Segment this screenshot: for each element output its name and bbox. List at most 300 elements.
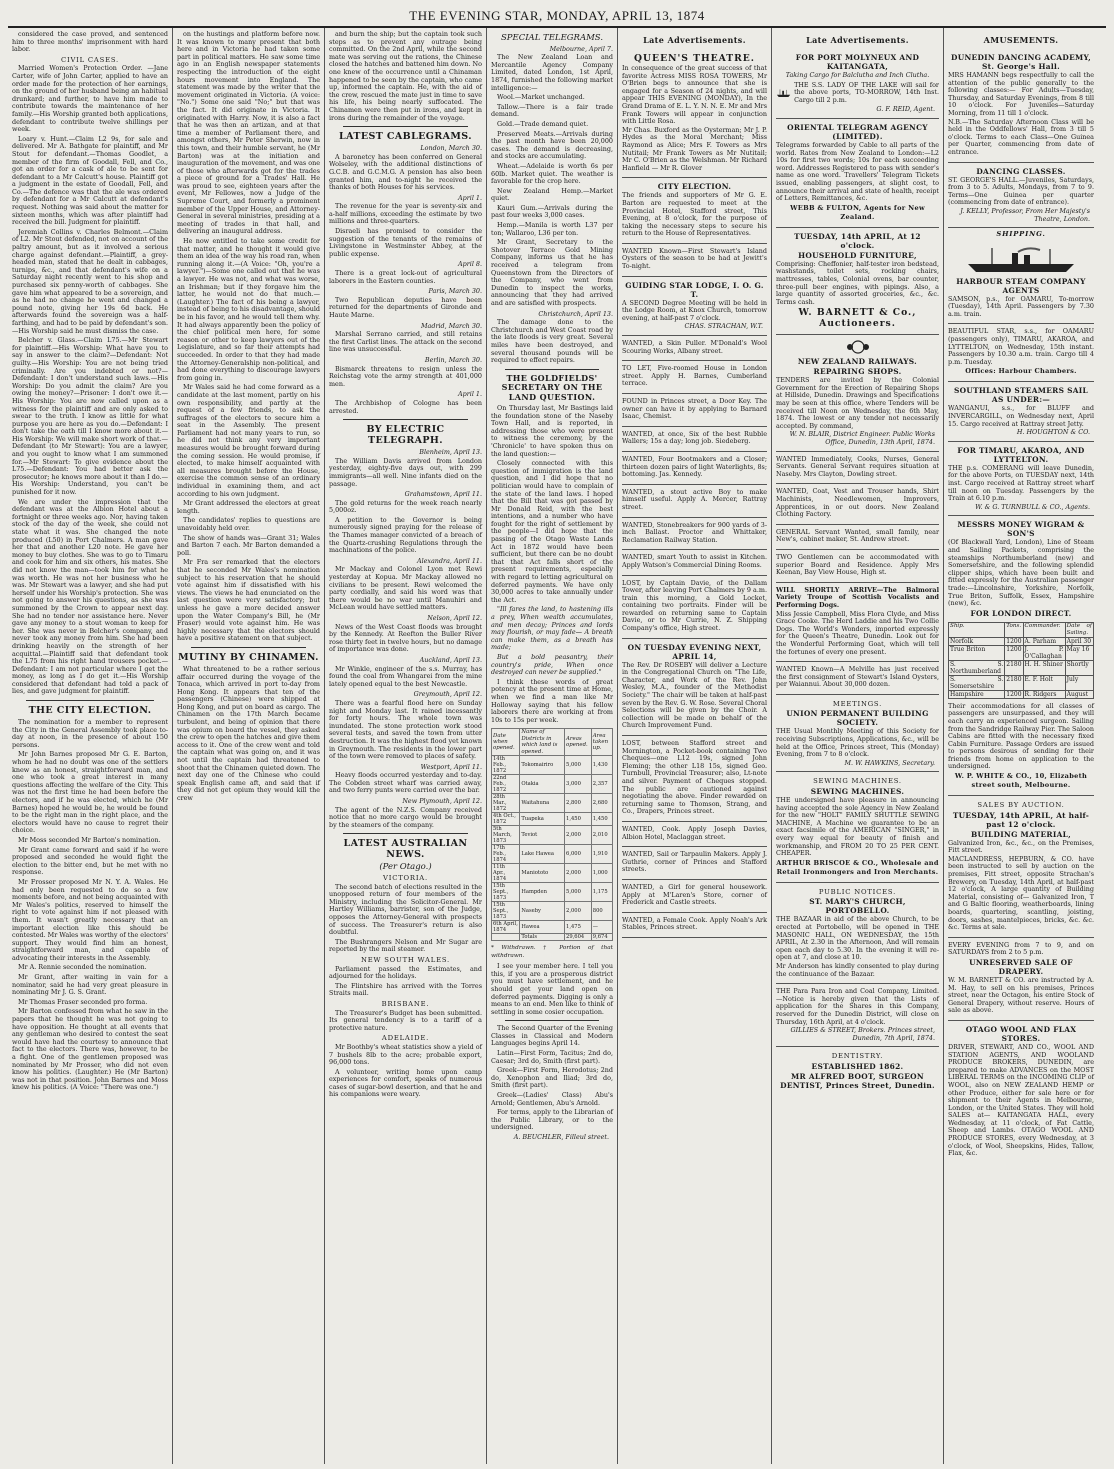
article-text: Greek—First Form, Herodotus; 2nd do, Xenophon and Iliad; 3rd do, Smith (first part). <box>491 1066 613 1090</box>
table-cell: H. H. Shiner <box>1023 660 1065 675</box>
advert-guiding-star-lodge <box>622 277 767 336</box>
table-cell: — <box>591 920 612 933</box>
advert <box>948 324 1094 382</box>
table-cell: 2,000 <box>565 825 592 844</box>
advert-text: The Rev. Dr ROSEBY will deliver a Lecture in the Congregational Church on "The Life, Character, and Work of the Rev. John Wesley, M.A., founder of the Methodist Society." The chair will be taken at half-past seven by the Rev. G. W. Rose. Several Choral Selections will be given by the Choir. A collection will be made on behalf of the Church Improvement Fund. <box>622 660 767 730</box>
advert-text: WANTED Known—First Stewart's Island Oysters of the season to be had at Jewitt's To-night. <box>622 246 767 271</box>
advert <box>622 847 767 880</box>
article-text: Mr Thomas Fraser seconded pro forma. <box>18 997 148 1006</box>
advert-title: UNION PERMANENT BUILDING SOCIETY. <box>786 709 929 728</box>
table-cell: Norfolk <box>949 637 1005 645</box>
advert-text: TWO Gentlemen can be accommodated with superior Board and Residence. Apply Mrs Keenan, Bay View House, High st. <box>776 552 939 577</box>
dateline: April 1. <box>458 193 482 202</box>
advert-title: TUESDAY, 14th APRIL, At half-past 12 o'clock. <box>952 810 1090 829</box>
advert-text: WANTED, Sail or Tarpaulin Makers. Apply J. Guthrie, corner of Princes and Stafford streets. <box>622 850 767 874</box>
dateline: Blenheim, April 13. <box>419 448 482 457</box>
signature: CHAS. STRACHAN, W.T. <box>684 322 763 331</box>
advert <box>622 913 767 938</box>
advert-title: TUESDAY, 14th APRIL, At 12 o'clock. <box>794 231 921 250</box>
table-cell: Shortly <box>1065 660 1093 675</box>
signature: H. HOUGHTON & CO. <box>1016 428 1090 437</box>
advert-text: FOUND in Princes street, a Door Key. The owner can have it by applying to Barnard Isaac, Chemist. <box>622 397 767 421</box>
advert-text: Galvanized Iron, &c., &c., on the Premises, Fitt street. <box>948 838 1094 855</box>
advert-signature: ARTHUR BRISCOE & CO., Wholesale and Retail Ironmongers and Iron Merchants. <box>776 858 939 876</box>
article-text: Loary v. Hunt.—Claim L2 9s, for sale and delivered. Mr A. Bathgate for plaintiff, and Mr Stout for defendant.—Thomas Goodlet, a member of the firm of Goodall, Fell, and Co., got an order for a cask of ale to be sent for defendant to a Mr Calcutt's house. Plaintiff got a judgment in the estate of Goodall, Fell, and Co.—The defence was that the ale was ordered by defendant for a Mr Calcutt at defendant's request. Nothing was said about the matter for sixteen months, which was after plaintiff had received the bill. Judgment for plaintiff. <box>12 134 168 227</box>
advert <box>776 525 939 550</box>
article-text: Mr Grant addressed the electors at great length. <box>177 499 320 515</box>
advert-text: MRS HAMANN begs respectfully to call the attention of the public generally to the following classes:— For Adults—Tuesday, Thursday, and Saturday Evenings, from 8 till 10 o'clock. For Juveniles—Saturday Morning, from 11 till 1 o'clock. <box>948 71 1094 117</box>
divider <box>505 1020 599 1021</box>
advert-para-para <box>776 984 939 1047</box>
gold-fields-land-table <box>491 728 613 941</box>
advert-lecture <box>622 639 767 736</box>
table-cell: 2,800 <box>565 793 592 812</box>
advert-text: A SECOND Degree Meeting will be held in the Lodge Room, at Knox Church, tomorrow evening, at half-past 7 o'clock. <box>622 298 767 322</box>
article-text: The show of hands was—Grant 31; Wales and Barton 7 each. Mr Barton demanded a poll. <box>177 533 320 557</box>
table-cell: 1,450 <box>565 812 592 825</box>
dateline: Paris, March 30. <box>428 287 482 296</box>
table-row <box>949 675 1094 690</box>
table-cell: 1,450 <box>591 812 612 825</box>
divider <box>343 833 468 834</box>
table-cell: 11th Apr., 1874 <box>492 863 520 882</box>
advert-text: WANTED, a Skin Puller. M'Donald's Wool Scouring Works, Albany street. <box>622 339 767 355</box>
advert-text: MACLANDRESS, HEPBURN, & CO. have been instructed to sell by auction on the premises, Fitt street, opposite Strachan's Brewery, on Tuesday, 14th April, at half-past 12 o'clock, A large quantity of Building Material, consisting of— Galvanized Iron, T and G Baltic flooring, weatherboards, lining boards, quartering, scantling, joisting, doors, sashes, mantelpieces, bricks, &c. &c. &c. Terms at sale. <box>948 854 1094 932</box>
column-1 <box>8 28 173 1464</box>
article-text: Two Republican deputies have been returned for the departments of Gironde and Haute Marne. <box>329 295 482 319</box>
article-text: The Bushrangers Nelson and Mr Sugar are reported by the mail steamer. <box>329 937 482 954</box>
advert-drapery-sale <box>948 938 1094 1021</box>
section-subheading: NEW SOUTH WALES. <box>360 955 451 964</box>
table-cell: 4th Oct., 1872 <box>492 812 520 825</box>
dateline: Madrid, March 30. <box>421 321 482 330</box>
table-cell: 1200 <box>1006 690 1022 698</box>
dateline: Berlin, March 30. <box>424 355 482 364</box>
advert-title: HARBOUR STEAM COMPANY AGENTS <box>956 276 1086 295</box>
advert-text: WANTED Immediately, Cooks, Nurses, General Servants. General Servant requires situation at Naseby. Mrs Clayton, Dowling street. <box>776 454 939 478</box>
advert-telegram-agency <box>776 119 939 228</box>
table-cell: 1,430 <box>591 755 612 774</box>
article-heading-cablegrams: LATEST CABLEGRAMS. <box>339 131 472 143</box>
table-row <box>492 755 613 774</box>
table-cell: Tokomairiro <box>520 755 565 774</box>
advert-text: WANTED, a Girl for general housework. Apply at M'Laren's Store, corner of Frederick and Castle streets. <box>622 882 767 907</box>
article-text: News of the West Coast floods was brought by the Kennedy. At Reefton the Buller River rose thirty feet in twelve hours, but no damage of importance was done. <box>329 622 482 654</box>
table-cell: 5,000 <box>565 882 592 901</box>
article-text: The Second Quarter of the Evening Classes in Classical and Modern Languages begins April 14. <box>491 1024 613 1048</box>
advert-port-molyneux <box>776 49 939 119</box>
advert-subtitle: Taking Cargo for Balclutha and Inch Clutha. <box>785 71 930 79</box>
article-heading-mutiny: MUTINY BY CHINAMEN. <box>178 651 319 663</box>
table-cell: 29,604 <box>565 933 592 940</box>
article-text: Kauri Gum.—Arrivals during the past four weeks 3,000 cases. <box>491 203 613 220</box>
table-header-cell: Name of Districts in which land is opened. <box>520 729 565 756</box>
advert-city-election <box>622 178 767 244</box>
dateline: Greymouth, April 12. <box>413 690 482 699</box>
advert-text: Mr Anderson has kindly consented to play during the continuance of the Bazaar. <box>776 961 939 978</box>
table-cell: 22nd Feb., 1872 <box>492 774 520 793</box>
advert-title: DANCING CLASSES. <box>976 166 1066 176</box>
table-cell: True Briton <box>949 645 1005 660</box>
table-row <box>492 863 613 882</box>
advert-title: FOR TIMARU, AKAROA, AND LYTTELTON. <box>957 445 1085 464</box>
article-heading-electric-telegraph: BY ELECTRIC TELEGRAPH. <box>366 424 445 447</box>
table-cell: 5th March, 1873 <box>492 825 520 844</box>
article-text: I think these words of great potency at the present time at Home, when we find a man like Mr Holloway saying that his fellow laborers there are working at from 10s to 15s per week. <box>491 677 613 724</box>
section-subheading: SHIPPING. <box>996 230 1046 239</box>
dateline: Melbourne, April 7. <box>549 44 613 53</box>
article-text: Disraeli has promised to consider the suggestion of the tenants of the remains of Livingstone in Westminster Abbey, at the public expense. <box>329 227 482 258</box>
masthead <box>8 6 1106 28</box>
column-6 <box>772 28 944 1464</box>
section-subheading: BRISBANE. <box>381 999 430 1008</box>
advert-text: WANTED, a Female Cook. Apply Noah's Ark Stables, Princes street. <box>622 915 767 932</box>
advert-title: OTAGO WOOL AND FLAX STORES. <box>965 1024 1077 1043</box>
divider <box>343 126 468 127</box>
advert-title: MESSRS MONEY WIGRAM & SON'S <box>957 520 1085 539</box>
table-header-cell: Date of Sailing. <box>1066 622 1092 636</box>
table-row <box>492 774 613 793</box>
table-cell: July <box>1065 675 1093 690</box>
table-cell: Maniototo <box>520 863 565 882</box>
advert <box>622 361 767 394</box>
article-text: What threatened to be a rather serious affair occurred during the voyage of the Tonaca, which arrived in port to-day from Hong Kong. It appears that ten of the passengers (Chinese) were shipped at Hong Kong, and put on board as cargo. The Chinamen on the 17th March became turbulent, and being of opinion that there was opium on board the vessel, they asked the crew to open the hatches and give them access to it. One of the crew went and told the captain what was going on, and it was not until the captain had threatened to shoot that the Chinamen quieted down. The next day one of the Chinese who could speak English came aft, and said that if they did not get opium they would kill the crew <box>177 664 320 802</box>
dateline: New Plymouth, April 12. <box>402 797 482 806</box>
steamship-icon <box>962 246 1080 274</box>
article-text: New Zealand Hemp.—Market quiet. <box>491 186 613 203</box>
table-cell: S. S. Northumberland <box>950 660 1004 675</box>
advert-text: TENDERS are invited by the Colonial Government for the Erection of Repairing Shops at Hillside, Dunedin. Drawings and Specifications may be seen at this office, where Tenders will be received till Noon on Wednesday, the 6th May, 1874. The lowest or any tender not necessarily accepted. By command, <box>776 376 939 430</box>
advert <box>622 244 767 277</box>
table-cell: Tuapeka <box>520 812 565 825</box>
table-cell: Lake Hawea <box>520 844 565 863</box>
advert <box>622 822 767 847</box>
article-text: Greek—(Ladies' Class) Abu's Arnold; Gentlemen, Abu's Arnold. <box>491 1091 613 1107</box>
table-header-cell: Tons. <box>1005 622 1023 637</box>
advert-text: SAMSON, p.s., for OAMARU, To-morrow (Tuesday), 14th April. Passengers by 7.30 a.m. train. <box>948 294 1094 318</box>
column-4 <box>487 28 618 1464</box>
article-text: Marshal Serrano carried, and still retains the first Carlist lines. The attack on the second line was unsuccessful. <box>329 330 482 354</box>
advert <box>622 427 767 452</box>
article-text: and burn the ship; but the captain took such steps as to prevent any outrage being committed. On the 2nd April, while the second mate was serving out the rations, the Chinese closed the hatches and battened him down. No one knew of the occurrence until a Chinaman happened to be seen by the captain, who came up, informed the captain. He, with the aid of the crew, rescued the mate just in time to save his life, his being nearly suffocated. The Chinamen were then put in irons, and kept in irons during the remainder of the voyage. <box>329 30 482 122</box>
table-cell: 1,475 <box>565 920 592 933</box>
article-text: We are under the impression that the defendant was at the Albion Hotel about a fortnight or three weeks ago. Nor, having taken stock of the day of the week, she could not state what it was. She changed the note produced (L50) in Port Chalmers. A man gave her that and another L20 note. He gave her money to buy clothes. She was to go to Timaru and cook for him and six others, his mates. She did not know the man—took him for what he was worth. He was not her business who he was. Mr Stewart was a lawyer, and she had put herself under his Worship's protection. She was not going to answer his questions, as she was summoned by the Crown to appear next day. She had no tender nor assistance here. Never gave any money to a stout woman to keep for her. She was never in Belcher's company, and never took any money from him. She had been drinking heavily on the strength of her acquittal.—Plaintiff said that defendant took the L75 from his right hand trousers pocket.—Defendant: I am not particular where I get the money, as long as I do get it.—His Worship considered that defendant had told a pack of lies, and gave judgment for plaintiff. <box>12 497 168 696</box>
article-heading-city-election: THE CITY ELECTION. <box>28 705 152 717</box>
table-header-cell: Area taken up. <box>591 729 612 756</box>
article-text: The damage done to the Christchurch and West Coast road by the late floods is very great. Several miles have been destroyed, and several thousand pounds will be required to effect repairs. <box>491 318 613 365</box>
advert-signature: W. BARNETT & Co., Auctioneers. <box>798 307 917 330</box>
signature: J. KELLY, Professor, From Her Majesty's Theatre, London. <box>960 206 1090 223</box>
article-text: The New Zealand Loan and Mercantile Agency Company Limited, dated London, 1st April, 1874, furnished the following market intelligence:— <box>491 53 613 92</box>
advert-building-society <box>776 695 939 773</box>
advert-title: GUIDING STAR LODGE, I. O. G. T. <box>625 280 764 299</box>
article-text: Wool.—Market unchanged. <box>497 93 585 102</box>
advert-subtitle: REPAIRING SHOPS. <box>813 367 902 377</box>
advert-queens-theatre <box>622 49 767 178</box>
signature: GILLIES & STREET, Brokers. Princes street, Dunedin, 7th April, 1874. <box>790 1026 935 1042</box>
table-row <box>492 844 613 863</box>
advert-title: ST. MARY'S CHURCH, PORTOBELLO. <box>809 897 906 916</box>
section-subheading: CIVIL CASES. <box>60 55 120 64</box>
advert-title: CITY ELECTION. <box>657 182 732 192</box>
article-text: Mr Barton confessed from what he saw in the papers that he thought he was not going to have opposition. He thought at all events that any gentleman who desired to contest the seat would have had the courtesy to announce that fact to the electors. There was, however, to be a fight. One of the gentlemen proposed was nominated by Mr Prosser, who did not even know his politics. (Laughter.) He (Mr Barton) was not in that position. John Barnes and Moss knew his politics. (A Voice: "There was one.") <box>12 1007 168 1092</box>
advert-nz-railways <box>776 335 939 451</box>
advert-title: DUNEDIN DANCING ACADEMY, St. George's Hall. <box>951 53 1091 71</box>
table-cell: 2180 <box>1005 675 1023 690</box>
table-cell: 2,357 <box>591 774 612 793</box>
table-cell: Hawea <box>520 920 565 933</box>
article-text: Parliament passed the Estimates, and adjourned for the holidays. <box>329 964 482 981</box>
advert-text: BEAUTIFUL STAR, s.s., for OAMARU (passengers only), TIMARU, AKAROA, and LYTTELTON, on Wednesday, 15th instant. Passengers by 10.30 a.m. train. Cargo till 4 p.m. Tuesday. <box>948 327 1094 366</box>
advert-text: Comprising: Cheffonier, half-tester iron bedstead, washstands, toilet sets, rocking chairs, mattresses, tables, Colonial ovens, bar counter, three-pull beer engines, with pipings. Also, a large quantity of assorted groceries, &c., &c. Terms cash. <box>776 259 939 306</box>
advert-text: THE Usual Monthly Meeting of this Society for receiving Subscriptions, Applications, &c., will be held at the Office, Princes street, This (Monday) Evening, from 7 to 8 o'clock. <box>776 727 939 759</box>
divider <box>26 700 154 701</box>
table-cell <box>492 933 520 940</box>
table-cell: Otakia <box>520 774 565 793</box>
advert-text: LOST, between Stafford street and Mornington, a Pocket-book containing Two Cheques—one L12 19s, signed John Fleming; the other L18 15s, signed Geo. Turnbull, Provincial Treasurer; also, Lt-note and silver. Payment of Cheques stopped. The public are cautioned against negotiating the above. Finder rewarded on returning same to Thomson, Strang, and Co., Drapers, Princes street. <box>622 739 767 816</box>
table-cell: 15th Sept., 1873 <box>492 901 520 920</box>
advert-text: WANTED, Stonebreakers for 900 yards of 3-inch Ballast. Proctor and Whittaker, Reclamation Railway Station. <box>622 520 767 544</box>
article-text: The Flintshire has arrived with the Torres Straits mail. <box>329 981 482 998</box>
article-text: I see your member here. I tell you this, if you are a prosperous district you must have settlement, and he should get your land open on deferred payments. Digging is only a means to an end. Men like to think of settling in some cosier occupation. <box>491 962 613 1016</box>
advert-text: GENERAL Servant Wanted, small family, near New's, cabinet maker, St. Andrew street. <box>776 527 939 544</box>
table-row <box>949 645 1094 660</box>
table-cell: 1200 <box>1006 637 1022 645</box>
advert <box>622 336 767 361</box>
section-heading-late-ads: Late Advertisements. <box>643 35 746 45</box>
advert-money-wigram <box>948 516 1094 796</box>
divider <box>343 419 468 420</box>
article-text: The revenue for the year is seventy-six and a-half millions, exceeding the estimate by two millions and three-quarters. <box>329 202 482 226</box>
advert-text: WANTED, Cook. Apply Joseph Davies, Albion Hotel, Maclaggan street. <box>622 824 767 841</box>
article-text: There was a fearful flood here on Sunday night and Monday last. It rained incessantly for forty hours. The whole town was inundated. The stone protection work stood several tests, and saved the town from utter destruction. It was the highest flood yet known in Greymouth. The residents in the lower part of the town were removed to places of safety. <box>329 698 482 761</box>
advert <box>776 484 939 524</box>
article-text: Mr Frosser proposed Mr N. Y. A. Wales. He had only been requested to do so a few moments before, and not being acquainted with Mr Wales's politics, reserved to himself the right to vote against him if not pleased with them. It wasn't greatly necessary that an important election like this should be contested. Mr Wales was worthy of the electors' support. They would find him an honest, straightforward man, and capable of advocating their interests in the Assembly. <box>12 877 168 962</box>
article-text: Mr Grant, after waiting in vain for a nominator, said he had very great pleasure in nominating Mr J. G. S. Grant. <box>12 973 168 997</box>
article-text: There is a great lock-out of agricultural laborers in the Eastern counties. <box>329 269 482 285</box>
table-cell: J. P. O'Callaghan <box>1024 645 1064 660</box>
article-text: Wheat.—Adelaide is worth 6s per 60lb. Market quiet. The weather is favorable for the crop here. <box>491 161 613 186</box>
advert <box>622 736 767 822</box>
article-text: Married Women's Protection Order. —Jane Carter, wife of John Carter, applied to have an order made for the protection of her earnings, on the ground of her husband being an habitual drunkard; and further, to have him made to contribute towards the maintenance of her family.—His Worship granted both applications, defendant to contribute twelve shillings per week. <box>12 64 168 134</box>
advert <box>776 550 939 583</box>
dateline: April 1. <box>458 390 482 399</box>
article-text: The Treasurer's Budget has been submitted. Its general tendency is to a tariff of a protective nature. <box>329 1008 482 1032</box>
article-text: The gold returns for the week reach nearly 5,000oz. <box>329 498 482 515</box>
table-header-cell: Areas opened. <box>565 729 592 756</box>
table-row <box>492 933 613 940</box>
advert-text: ST. GEORGE'S HALL.—Juveniles, Saturdays, from 3 to 5. Adults, Mondays, from 7 to 9. Terms—One Guinea per quarter (commencing from date of entrance). <box>948 175 1094 207</box>
table-cell: R. Ridgers <box>1023 690 1065 698</box>
table-cell: 1200 <box>1005 645 1023 660</box>
article-text: For terms, apply to the Librarian of the Public Library, or to the undersigned. <box>491 1108 613 1132</box>
advert-text: DRIVER, STEWART, AND CO., WOOL AND STATION AGENTS, AND WOOLAND PRODUCE BROKERS, DUNEDIN, are prepared to make ADVANCES on the MOST LIBERAL TERMS on the INCOMING CLIP of WOOL, also on NEW ZEALAND HEMP or other Produce, either for sale here or for shipment to their Agents in Melbourne, London, or the United States. They will hold SALES at— KAITANGATA HALL, every Wednesday, at 11 o'clock, of Fat Cattle, Sheep and Lambs. OTAGO WOOL AND PRODUCE STORES, every Wednesday, at 3 o'clock, of Wool, Sheepskins, Hides, Tallow, Flax, &c. <box>948 1042 1094 1158</box>
advert-wool-stores <box>948 1021 1094 1163</box>
table-cell: 2,680 <box>591 793 612 812</box>
advert-harbour-steam <box>948 240 1094 325</box>
advert <box>622 394 767 427</box>
article-text: Mr Boothby's wheat statistics show a yield of 7 bushels 8lb to the acre; probable export, 96,000 tons. <box>329 1042 482 1067</box>
signature: M. W. HAWKINS, Secretary. <box>844 758 935 767</box>
advert-subtitle: HOUSEHOLD FURNITURE, <box>798 250 917 260</box>
advert-title: ON TUESDAY EVENING NEXT, APRIL 14, <box>627 642 762 661</box>
advert-building-material <box>948 796 1094 938</box>
advert-title: SEWING MACHINES. <box>810 787 905 797</box>
advert-text: WANTED, Coat, Vest and Trouser hands, Shirt Machinists, Needlewomen, Improvers, Apprentices, in or out doors. New Zealand Clothing Factory. <box>776 487 939 519</box>
advert-dancing-academy <box>948 49 1094 163</box>
advert-text: THE undersigned have pleasure in announcing having accepted the sole Agency in New Zealand for the new "HOLT" FAMILY SHUTTLE SEWING MACHINE, A Machine we guarantee to be an exact facsimile of the AMERICAN "SINGER," in every way equal for beauty of finish and workmanship, and FROM 20 TO 25 PER CENT. CHEAPER. <box>776 796 939 858</box>
table-cell: 2,010 <box>591 825 612 844</box>
article-text: Mr A. Rennie seconded the nomination. <box>18 963 147 972</box>
advert-text: TO LET, Five-roomed House in London street. Apply H. Barnes, Cumberland terrace. <box>622 364 767 388</box>
article-text: The Archbishop of Cologne has been arrested. <box>329 398 482 415</box>
section-subheading: MEETINGS. <box>832 699 883 708</box>
article-text: Mr John Barnes proposed Mr G. E. Barton, whom he had no doubt was one of the settlers knew as an honest, straightforward man, and one who took a great interest in many questions affecting the welfare of the City. This was not the first time he had been before the electors, and if he was elected, which he (Mr Barnes) hoped he would be, he would be found to be the right man in the right place, and the electors would have no cause to regret their choice. <box>12 750 168 835</box>
table-cell: August <box>1065 690 1093 698</box>
advert-text: WANTED Known—A Melville has just received the first consignment of Stewart's Island Oysters, per Waiannui. About 30,000 dozen. <box>776 665 939 689</box>
table-cell: 2,000 <box>565 901 592 920</box>
article-text: A baronetcy has been conferred on General Wolseley, with the additional distinctions of G.C.B. and G.C.M.G. A pension has also been granted him, and to-night he received the thanks of both Houses for his services. <box>329 152 482 192</box>
signature: W. P. WHITE & CO., 10, Elizabeth street south, Melbourne. <box>954 772 1088 790</box>
advert-text: WANTED, Four Bootmakers and a Closer; thirteen dozen pairs of light Waterlights, 8s; bottoming. Jas. Kennedy. <box>622 454 767 479</box>
table-row <box>492 812 613 825</box>
article-text: Closely connected with this question of immigration is the land question, and I did hope that no politician would have to complain of the state of the land laws. I hoped that the Bill that was got passed by Mr Donald Reid, with the best intentions, and a number who have fought for the right of settlement by the people—I did hope that the passing of the Otago Waste Lands Act in 1872 would have been sufficient, but there can be no doubt that that Act falls short of the present requirements, especially with regard to letting agricultural on deferred payments. We have only 30,000 acres to take annually under the Act. <box>491 459 613 604</box>
table-cell: Waitahuna <box>520 793 565 812</box>
article-text: He now entitled to take some credit for that matter, and he thought it would give them an idea of the way his road ran, when running along it.—(A Voice: "Oh, you're a lawyer.")—Some one called out that he was a lawyer. He was not, and what was worse, an Irishman; but if they forgave him the latter, he would not do that much.—(Laughter.) The fact of his being a lawyer, instead of being to his disadvantage, should be in his favor, and he would tell them why. It had always apparently been the policy of the chief political men here, for some reason or other to keep lawyers out of the Legislature, and so far their attempts had succeeded. In order to that they had made the Attorney-Generalship non-political, and had done everything to discourage lawyers from going in. <box>177 237 320 382</box>
advert-title: NEW ZEALAND RAILWAYS. <box>797 357 918 367</box>
article-text: Jeremiah Collins v. Charles Belmont.—Claim of L2. Mr Stout defended, not on account of the paltry amount, but as it involved a serious charge against defendant.—Plaintiff, a grey-headed man, stated that he dealt in cabbages, turnips, &c., and that defendant's wife on a Saturday night recently went to his shop and purchased six penny-worth of cabbages. She gave him what appeared to be a sovereign, and as he had no change he went and changed a pound note, giving her 19s 6d back. He afterwards found the sovereign was a half-farthing, and had to be paid by defendant's son.—His Worship said he must dismiss the case. <box>12 227 168 335</box>
table-row <box>492 901 613 920</box>
dateline: Alexandra, April 11. <box>416 556 482 565</box>
table-row <box>492 825 613 844</box>
advert-text: MR ALFRED BOOT, SURGEON DENTIST, Princes Street, Dunedin. <box>780 1071 935 1090</box>
article-text: Mr Mackay and Colonel Lyon met Rewi yesterday at Kopua. Mr Mackay allowed no civilians to be present. Rewi welcomed the party cordially, and said his word was that there would be no war until Manuhiri and McLean would have settled matters. <box>329 565 482 612</box>
table-cell: A. Parham <box>1023 637 1065 645</box>
table-row <box>492 882 613 901</box>
table-cell: Hampshire <box>949 690 1005 698</box>
article-text: A volunteer, writing home upon camp experiences for comfort, speaks of numerous cases of sugar-bowl desertion, and that he and his companions were weary. <box>329 1067 482 1099</box>
table-header-row <box>949 622 1094 637</box>
table-cell: Hampden <box>520 882 565 901</box>
advert-text: Telegrams forwarded by Cable to all parts of the world. Rates from New Zealand to London:—L2 10s for first two words; 10s for each succeeding word. Addresses Registered to pass with sender's name as one word. Travellers' Telegram Tickets issued, enabling passengers, at slight cost, to announce their arrival and state of health, receipt of Letters, Remittances, &c. <box>776 140 939 203</box>
advert-text: THE BAZAAR in aid of the above Church, to be erected at Portobello, will be opened in THE MASONIC HALL, ON WEDNESDAY, the 15th APRIL, At 2.30 in the Afternoon, And will remain open each day to 5.30. In the evening it will re-open at 7, and close at 10. <box>776 915 939 962</box>
advert-text: THE S.S. LADY OF THE LAKE will sail for the above ports, TO-MORROW, 14th Inst. Cargo till 2 p.m. <box>794 80 939 104</box>
article-heading-special-telegrams: SPECIAL TELEGRAMS. <box>500 33 604 43</box>
advert-southland-steamers <box>948 382 1094 441</box>
article-text: Mr Moss seconded Mr Barton's nomination. <box>18 835 161 844</box>
advert-text: Mr Chas. Buxford as the Oysterman; Mr J. P. Hydes as the Moral Merchant; Miss Raymond as Alice; Mrs F. Towers as Mrs Nutitail; Mr Frank Towers as Mr Nutitail; Mr C. O'Brien as the Welshman. Mr Richard Hanfield — Mr R. Glover <box>622 125 767 172</box>
section-subheading: SEWING MACHINES. <box>813 777 902 786</box>
table-cell: 2180 <box>1005 660 1023 675</box>
advert <box>622 452 767 485</box>
article-text: Heavy floods occurred yesterday and to-day. The Cobden street wharf was carried away, and two ferry punts were carried over the bar. <box>329 771 482 795</box>
advert-text: EVERY EVENING from 7 to 9, and on SATURDAYS from 2 to 5 p.m. <box>948 940 1094 957</box>
advert-text: Their accommodations for all classes of passengers are unsurpassed, and they will each carry an experienced surgeon. Sailing from the Sandridge Railway Pier. The Saloon Cabins are fitted with the necessary fixed Cabin Furniture. Passage Orders are issued to persons desirous of sending for their friends from home on application to the undersigned. <box>948 701 1094 771</box>
table-cell: 800 <box>591 901 612 920</box>
advert-title: ORIENTAL TELEGRAM AGENCY (LIMITED). <box>787 122 928 141</box>
table-cell: 2,000 <box>565 863 592 882</box>
table-header-cell: Commander. <box>1023 622 1065 637</box>
article-text: The agent of the N.Z.S. Company received notice that no more cargo would be brought by the steamers of the company. <box>329 805 482 829</box>
table-cell: 5,000 <box>565 755 592 774</box>
table-cell: 15th Sept., 1873 <box>492 882 520 901</box>
table-row <box>492 920 613 933</box>
column-2 <box>173 28 325 1464</box>
article-text: considered the case proved, and sentenced him to three months' imprisonment with hard labor. <box>12 30 168 54</box>
table-header-row <box>492 729 613 756</box>
advert-st-marys-bazaar <box>776 883 939 984</box>
poem-text: "Ill fares the land, to hastening ills a prey, When wealth accumulates, and men decay; Princes and lords may flourish, or may fade— A breath can make them, as a breath has made; <box>491 605 613 652</box>
article-text: Hemp.—Manila is worth L37 per ton; Wallaroo, L36 per ton. <box>491 221 613 237</box>
advert-text: W. M. BARNETT & CO. are instructed by A. M. Hay, to sell on his premises, Princes street, near the Octagon, his entire Stock of General Drapery, without reserve. Hours of sale as above. <box>948 975 1094 1015</box>
article-subheading: (Per Otago.) <box>379 862 432 873</box>
article-text: Gold.—Trade demand quiet. <box>497 119 589 128</box>
advert <box>776 452 939 485</box>
table-cell: 1,910 <box>591 844 612 863</box>
article-text: Bismarck threatens to resign unless the Reichstag vote the army strength at 401,000 men. <box>329 364 482 388</box>
table-header-cell: Ship. <box>949 622 1005 637</box>
table-cell: S. S. Somersetshire <box>950 675 1004 690</box>
article-text: The candidates' replies to questions are unavoidably held over. <box>177 516 320 532</box>
dateline: Nelson, April 12. <box>427 614 482 622</box>
advert-subtitle: BUILDING MATERIAL, <box>971 829 1071 839</box>
advert-timaru-akaroa <box>948 442 1094 517</box>
table-cell: 6,000 <box>565 844 592 863</box>
section-heading-amusements: AMUSEMENTS. <box>983 35 1059 45</box>
advert-text: (Of Blackwall Yard, London), Line of Steam and Sailing Packets, comprising the steamships Northumberland (new) and Somersetshire, and the following splendid clipper ships, which have been built and fitted expressly for the Australian passenger trade:—Lincolnshire, Yorkshire, Norfolk, True Briton, Suffolk, Essex, Hampshire (new), &c. <box>948 538 1094 608</box>
signature: A. BEUCHLER, Filleul street. <box>513 1133 609 1141</box>
article-text: Belcher v. Glass.—Claim L75.—Mr Stewart for plaintiff.—His Worship: What have you to say in answer to the claim?—Defendant: Not guilty.—His Worship: You are not being tried criminally. Are you indebted or not?—Defendant: I don't understand such laws.—His Worship: Do you admit the claim? Are you owing the money?—Prisoner: I don't owe it.—His Worship: You are now called upon as a witness for the plaintiff and are only asked to swear to the truth. I know as little for what purpose you are here as you do.—Defendant: I don't take the oath till I know more about it.—His Worship: We will make short work of that.—Defendant (to Mr Stewart): You are a lawyer, and you ought to know what I am summoned for.—Mr Stewart: To give evidence about the L75.—Defendant: You had better ask the prosecutor; he knows more about it than I do.—His Worship: Understand, you can't be punished for it now. <box>12 336 168 497</box>
advert-title: UNRESERVED SALE OF DRAPERY. <box>969 957 1073 976</box>
article-text: Mr Winkle, engineer of the s.s. Murray, has found the coal from Whangarei from the mine lately opened equal to the best Newcastle. <box>329 664 482 688</box>
table-cell: Naseby <box>520 901 565 920</box>
section-subheading: PUBLIC NOTICES. <box>818 887 897 896</box>
advert-sewing-machines <box>776 772 939 882</box>
advert-text: WANTED, at once, Six of the best Rubble Wallers; 15s a day; long job. Siedeberg. <box>622 429 767 446</box>
dateline: Christchurch, April 13. <box>538 309 613 318</box>
table-cell: 9,674 <box>591 933 612 940</box>
divider <box>505 369 599 370</box>
advert-furniture-sale <box>776 228 939 336</box>
divider <box>191 647 306 648</box>
advert <box>776 662 939 695</box>
dateline: London, March 30. <box>420 144 482 153</box>
table-note: * Withdrawn. † Portion of that withdrawn. <box>491 944 613 959</box>
royal-crest-icon <box>845 338 871 356</box>
advert <box>622 518 767 551</box>
table-cell: Totals <box>520 933 565 940</box>
sailing-table <box>948 622 1094 699</box>
dateline: Westport, April 11. <box>420 762 482 771</box>
advert-text: WANGANUI, s.s., for BLUFF and INVERCARGILL, on Wednesday next, April 15. Cargo received at Rattray street Jetty. <box>948 404 1094 428</box>
advert-title: QUEEN'S THEATRE. <box>634 53 755 64</box>
table-cell: 17th Feb., 1874 <box>492 844 520 863</box>
signature: W. N. BLAIR, District Engineer. Public Works Office, Dunedin, 13th April, 1874. <box>789 430 935 447</box>
advert-text: In consequence of the great success of that favorite Actress MISS ROSA TOWERS, Mr O'Brien begs to announce that she is engaged for a Season of 24 nights, and will appear THIS EVENING (MONDAY), In the Grand Drama of E. L. Y. N. N. E. Mr and Mrs Frank Towers will appear in conjunction with Little Rosa. <box>622 64 767 126</box>
table-cell: Teviot <box>520 825 565 844</box>
table-cell: 1,000 <box>591 863 612 882</box>
article-heading-land-question: THE GOLDFIELDS' SECRETARY ON THE LAND QUESTION. <box>501 372 603 402</box>
column-5 <box>618 28 772 1464</box>
section-subheading: VICTORIA. <box>383 874 428 883</box>
advert-dancing-classes <box>948 163 1094 229</box>
advert-text: WANTED, a stout active Boy to make himself useful. Apply A. Mercer, Rattray street. <box>622 487 767 511</box>
advert-title: FOR PORT MOLYNEUX AND KAITANGATA, <box>795 53 920 71</box>
advert-subtitle: FOR LONDON DIRECT. <box>970 608 1072 618</box>
advert <box>622 576 767 639</box>
dateline: Auckland, April 13. <box>419 655 482 664</box>
table-cell: 28th Mar., 1872 <box>492 793 520 812</box>
